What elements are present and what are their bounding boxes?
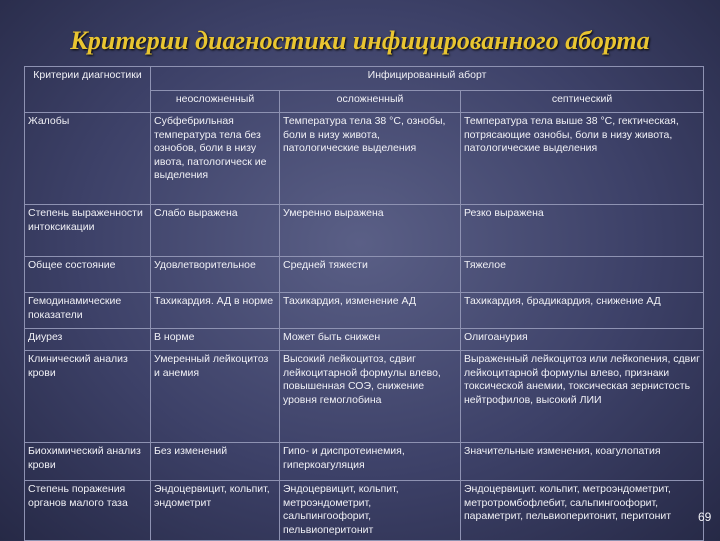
header-uncomplicated: неосложненный bbox=[151, 91, 280, 113]
cell-complicated: Температура тела 38 °С, ознобы, боли в низу живота, патологические выделения bbox=[280, 113, 461, 205]
cell-complicated: Может быть снижен bbox=[280, 329, 461, 351]
cell-septic: Эндоцервицит. кольпит, метроэндометрит, метротромбофлебит, сальпингоофорит, параметрит, пельвиоперитонит, перитонит bbox=[461, 481, 704, 541]
cell-septic: Значительные изменения, коагулопатия bbox=[461, 443, 704, 481]
criteria-table bbox=[24, 66, 704, 541]
table-row bbox=[25, 351, 704, 443]
table-row bbox=[25, 443, 704, 481]
cell-uncomplicated: Удовлетворительное bbox=[151, 257, 280, 293]
cell-septic: Резко выражена bbox=[461, 205, 704, 257]
cell-uncomplicated: Умеренный лейкоцитоз и анемия bbox=[151, 351, 280, 443]
table-row bbox=[25, 481, 704, 541]
cell-complicated: Тахикардия, изменение АД bbox=[280, 293, 461, 329]
cell-septic: Олигоанурия bbox=[461, 329, 704, 351]
table-row bbox=[25, 205, 704, 257]
cell-complicated: Гипо- и диспротеинемия, гиперкоагуляция bbox=[280, 443, 461, 481]
header-criteria: Критерии диагностики bbox=[25, 67, 151, 113]
cell-uncomplicated: Слабо выражена bbox=[151, 205, 280, 257]
row-criterion: Диурез bbox=[25, 329, 151, 351]
slide-title: Критерии диагностики инфицированного аборта bbox=[70, 26, 650, 55]
table-row bbox=[25, 293, 704, 329]
cell-septic: Температура тела выше 38 °С, гектическая, потрясающие ознобы, боли в низу живота, патологические выделения bbox=[461, 113, 704, 205]
row-criterion: Клинический анализ крови bbox=[25, 351, 151, 443]
header-row bbox=[25, 67, 704, 91]
cell-complicated: Средней тяжести bbox=[280, 257, 461, 293]
row-criterion: Гемодинамические показатели bbox=[25, 293, 151, 329]
cell-uncomplicated: Эндоцервицит, кольпит, эндометрит bbox=[151, 481, 280, 541]
cell-complicated: Умеренно выражена bbox=[280, 205, 461, 257]
row-criterion: Жалобы bbox=[25, 113, 151, 205]
row-criterion: Биохимический анализ крови bbox=[25, 443, 151, 481]
cell-septic: Выраженный лейкоцитоз или лейкопения, сдвиг лейкоцитарной формулы влево, признаки токсической анемии, токсическая зернистость нейтрофилов, высокий ЛИИ bbox=[461, 351, 704, 443]
row-criterion: Степень выраженности интоксикации bbox=[25, 205, 151, 257]
cell-uncomplicated: Субфебрильная температура тела без ознобов, боли в низу ивота, патологическ ие выделения bbox=[151, 113, 280, 205]
cell-complicated: Высокий лейкоцитоз, сдвиг лейкоцитарной формулы влево, повышенная СОЭ, снижение уровня гемоглобина bbox=[280, 351, 461, 443]
table-row bbox=[25, 257, 704, 293]
header-group: Инфицированный аборт bbox=[151, 67, 704, 91]
row-criterion: Степень поражения органов малого таза bbox=[25, 481, 151, 541]
table-row bbox=[25, 113, 704, 205]
row-criterion: Общее состояние bbox=[25, 257, 151, 293]
header-complicated: осложненный bbox=[280, 91, 461, 113]
cell-septic: Тяжелое bbox=[461, 257, 704, 293]
cell-uncomplicated: В норме bbox=[151, 329, 280, 351]
cell-complicated: Эндоцервицит, кольпит, метроэндометрит, сальпингоофорит, пельвиоперитонит bbox=[280, 481, 461, 541]
page-number: 69 bbox=[698, 510, 712, 524]
header-septic: септический bbox=[461, 91, 704, 113]
cell-uncomplicated: Без изменений bbox=[151, 443, 280, 481]
cell-uncomplicated: Тахикардия. АД в норме bbox=[151, 293, 280, 329]
cell-septic: Тахикардия, брадикардия, снижение АД bbox=[461, 293, 704, 329]
table-row bbox=[25, 329, 704, 351]
